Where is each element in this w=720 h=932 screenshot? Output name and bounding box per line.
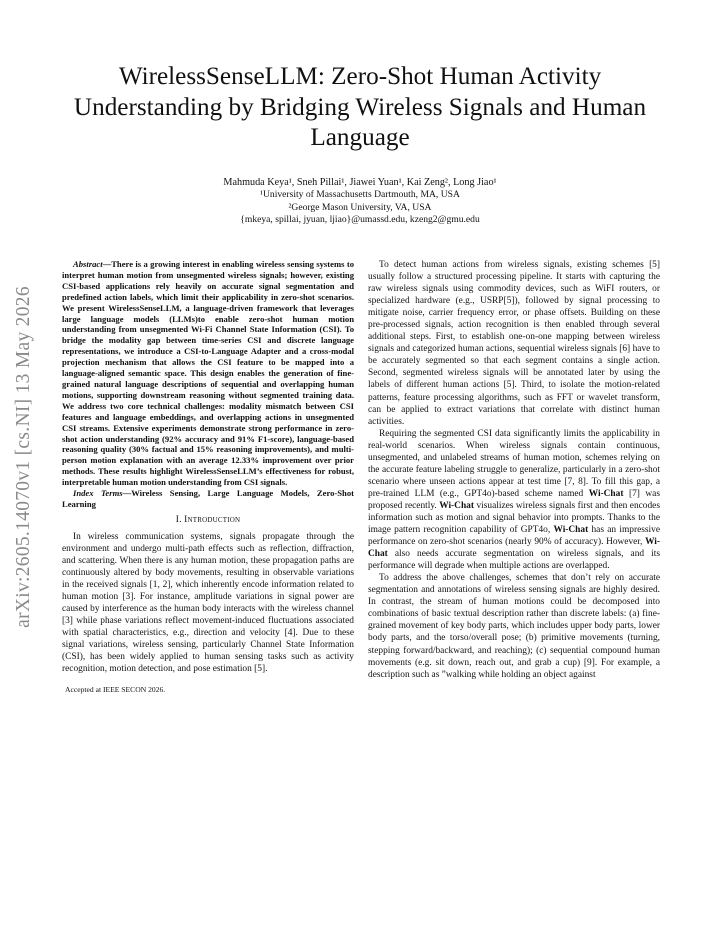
wi-chat-term: Wi-Chat xyxy=(439,500,474,511)
p2-text-a: Requiring the segmented CSI data significantly limits the applicability in real-world scenarios. When wireless signals contain continuous, unsegmented, and unlabeled streams of human motion, schemes relying on the accurate feature labeling struggle to generalize, particularly in a zero-shot scenario where unseen actions appear at test time [7, 8]. To fill this gap, a pre-trained LLM (e.g., GPT4o)-based scheme named xyxy=(368,428,660,499)
abstract xyxy=(62,259,354,488)
p2-text-b: [7] was proposed recently. xyxy=(368,488,660,511)
index-terms-text: —Wireless Sensing, Large Language Models, Zero-Shot Learning xyxy=(62,488,354,509)
author-block xyxy=(60,176,660,227)
paper-title: WirelessSenseLLM: Zero-Shot Human Activity Understanding by Bridging Wireless Signals and Human Language xyxy=(73,63,647,151)
acceptance-footnote: Accepted at IEEE SECON 2026. xyxy=(65,685,166,695)
affiliation-1: ¹University of Massachusetts Dartmouth, MA, USA xyxy=(260,189,460,200)
wi-chat-term: Wi-Chat xyxy=(553,525,589,536)
p2-text-d: has an impressive performance on zero-shot scenarios (nearly 90% of accuracy). However, xyxy=(368,525,660,548)
author-names: Mahmuda Keya¹, Sneh Pillai¹, Jiawei Yuan¹, Kai Zeng², Long Jiao¹ xyxy=(223,177,497,188)
abstract-label: Abstract xyxy=(73,259,103,269)
affiliation-2: ²George Mason University, VA, USA xyxy=(288,201,432,213)
p2-text-e: also needs accurate segmentation on wireless signals, and its performance will degrade when multiple actions are overlapped. xyxy=(368,549,660,572)
index-terms-label: Index Terms xyxy=(73,488,123,499)
index-terms xyxy=(62,488,354,510)
wi-chat-term: Wi-Chat xyxy=(588,488,624,499)
arxiv-identifier-text: arXiv:2605.14070v1 [cs.NI] 13 May 2026 xyxy=(13,286,34,628)
left-column xyxy=(62,259,354,697)
right-paragraph-3: To address the above challenges, schemes that don’t rely on accurate segmentation and annotations of wireless sensing signals are highly desired. In contrast, the stream of human motions could be decomposed into combinations of basic textual description rather than discrete labels: (a) fine-grained movement of key body parts, which includes upper body parts, lower body parts, and the torso/overall pose; (b) primitive movements (turning, stepping forward/backward, and reaching); (c) sequential compound human movements (e.g. sit down, reach out, and grab a cup) [9]. For example, a description such as ”walking while holding an object against xyxy=(368,573,660,680)
section-heading-introduction: I. Introduction xyxy=(175,514,241,525)
author-emails: {mkeya, spillai, jyuan, ljiao}@umassd.edu, kzeng2@gmu.edu xyxy=(240,214,480,225)
wi-chat-term: Wi-Chat xyxy=(368,537,660,560)
right-paragraph-1: To detect human actions from wireless signals, existing schemes [5] usually follow a structured processing pipeline. It starts with capturing the raw wireless signals using commodity devices, such as WiFI routers, or specialized hardware (e.g., USRP[5]), followed by signal processing to mitigate noise, carrier frequency error, or phase offsets. Building on these pre-processed signals, action recognition is then enabled through several additional steps. First, to establish one-on-one mapping between wireless signals and categorized human actions, sequential wireless signals [6] have to be accurately segmented so that each segment contains a single action. Second, segmented wireless signals will be annotated later by using the labels of different human actions [5]. Third, to isolate the motion-related patterns, feature processing algorithms, such as FFT or wavelet transform, can be applied to extract variations that correlate with distinct human activities. xyxy=(368,260,660,427)
p2-text-c: visualizes wireless signals first and then encodes information such as motion and signal behavior into prompts. Thanks to the image pattern recognition capability of GPT4o, xyxy=(368,500,660,536)
right-column xyxy=(368,259,660,681)
abstract-text: —There is a growing interest in enabling wireless sensing systems to interpret human motion from unsegmented wireless signals; however, existing CSI-based applications rely heavily on accurate signal segmentation and predefined action labels, which limit their applicability in zero-shot scenarios. We present WirelessSenseLLM, a language-driven framework that leverages large language models (LLMs)to enable zero-shot human motion understanding from unsegmented Wi-Fi Channel State Information (CSI). To bridge the modality gap between time-series CSI and discrete language representations, we introduce a CSI-to-Language Adapter and a cross-modal projection mechanism that allows the CSI feature to be mapped into a language-aligned semantic space. This design enables the generation of fine-grained natural language descriptions of sequential and overlapping human motions, supporting downstream reasoning without segmented training data. We address two core technical challenges: modality mismatch between CSI features and language embeddings, and overlapping actions in unsegmented CSI streams. Extensive experiments demonstrate strong performance in zero-shot action understanding (92% accuracy and 91% F1-score), language-based reasoning quality (30% factual and 15% reasoning improvements), and multi-person motion explanation with an average 12.33% improvement over prior methods. These results highlight WirelessSenseLLM’s effectiveness for robust, interpretable human motion understanding from CSI signals. xyxy=(62,259,354,488)
arxiv-identifier xyxy=(6,262,42,652)
intro-paragraph-1: In wireless communication systems, signals propagate through the environment and undergo multi-path effects such as reflection, diffraction, and scattering. When there is any human motion, these propagation paths are continuously altered by body movements, resulting in observable variations in the received signals [1, 2], which inherently encode information related to human motion [3]. For instance, amplitude variations in signal power are caused by interference as the human body interacts with the wireless channel [3] while phase variations reflect movement-induced fluctuations associated with spatial characteristics, e.g., direction and velocity [4]. Due to these signal variations, wireless sensing, particularly Channel State Information (CSI), has been widely applied to human sensing tasks such as activity recognition, motion detection, and pose estimation [5]. xyxy=(62,531,354,675)
right-paragraph-2 xyxy=(368,428,660,573)
